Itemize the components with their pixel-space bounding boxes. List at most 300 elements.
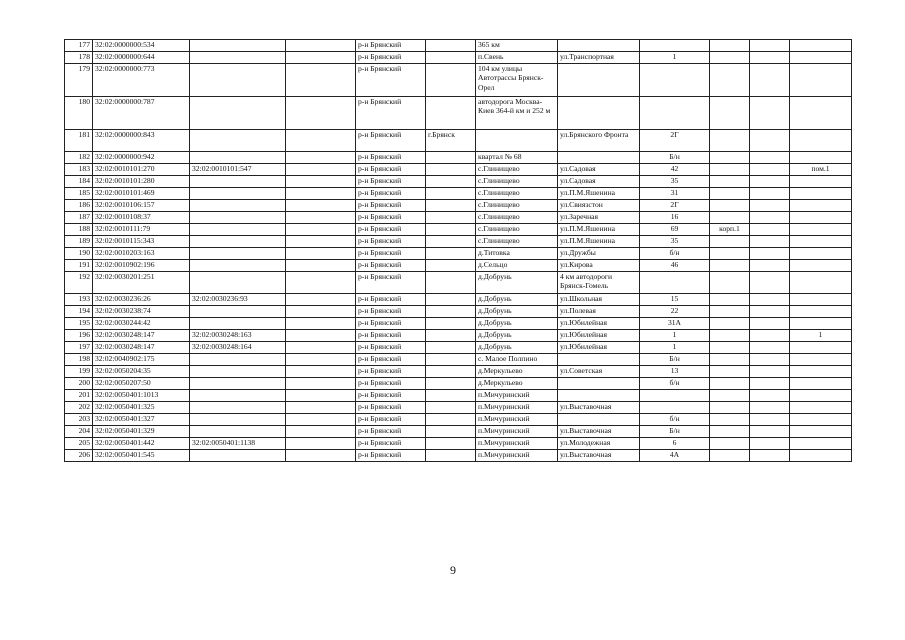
table-row bbox=[65, 224, 852, 236]
street: ул.Юбилейная bbox=[558, 342, 640, 354]
city bbox=[426, 176, 476, 188]
row-number: 183 bbox=[65, 164, 93, 176]
district: р-н Брянский bbox=[356, 130, 426, 152]
building bbox=[710, 366, 750, 378]
locality: 365 км bbox=[476, 40, 558, 52]
building bbox=[710, 390, 750, 402]
table-row bbox=[65, 354, 852, 366]
building bbox=[710, 294, 750, 306]
street bbox=[558, 40, 640, 52]
related-cadastral-number bbox=[190, 248, 286, 260]
locality: автодорога Москва-Киев 364-й км и 252 м bbox=[476, 97, 558, 130]
row-number: 190 bbox=[65, 248, 93, 260]
empty-cell bbox=[286, 248, 356, 260]
street: ул.Брянского Фронта bbox=[558, 130, 640, 152]
district: р-н Брянский bbox=[356, 200, 426, 212]
city bbox=[426, 402, 476, 414]
row-number: 189 bbox=[65, 236, 93, 248]
district: р-н Брянский bbox=[356, 318, 426, 330]
cadastral-number: 32:02:0010101:270 bbox=[93, 164, 190, 176]
related-cadastral-number bbox=[190, 378, 286, 390]
table-row bbox=[65, 64, 852, 97]
cadastral-number: 32:02:0050204:35 bbox=[93, 366, 190, 378]
empty-cell bbox=[286, 152, 356, 164]
related-cadastral-number: 32:02:0010101:547 bbox=[190, 164, 286, 176]
cadastral-number: 32:02:0010902:196 bbox=[93, 260, 190, 272]
city bbox=[426, 188, 476, 200]
cadastral-number: 32:02:0050401:545 bbox=[93, 450, 190, 462]
building bbox=[710, 236, 750, 248]
district: р-н Брянский bbox=[356, 176, 426, 188]
locality: д.Сельцо bbox=[476, 260, 558, 272]
house-number: Б/н bbox=[640, 152, 710, 164]
structure bbox=[750, 294, 790, 306]
related-cadastral-number bbox=[190, 212, 286, 224]
district: р-н Брянский bbox=[356, 438, 426, 450]
locality: квартал № 68 bbox=[476, 152, 558, 164]
table-row bbox=[65, 200, 852, 212]
premises bbox=[790, 450, 852, 462]
structure bbox=[750, 306, 790, 318]
house-number: 42 bbox=[640, 164, 710, 176]
related-cadastral-number bbox=[190, 414, 286, 426]
premises bbox=[790, 236, 852, 248]
empty-cell bbox=[286, 188, 356, 200]
city bbox=[426, 354, 476, 366]
building bbox=[710, 152, 750, 164]
premises bbox=[790, 414, 852, 426]
cadastral-number: 32:02:0000000:773 bbox=[93, 64, 190, 97]
structure bbox=[750, 97, 790, 130]
cadastral-number: 32:02:0010108:37 bbox=[93, 212, 190, 224]
locality: с.Глинищево bbox=[476, 176, 558, 188]
row-number: 193 bbox=[65, 294, 93, 306]
table-row bbox=[65, 236, 852, 248]
city bbox=[426, 414, 476, 426]
building bbox=[710, 188, 750, 200]
street: ул.П.М.Яшенина bbox=[558, 224, 640, 236]
cadastral-number: 32:02:0050401:329 bbox=[93, 426, 190, 438]
city bbox=[426, 152, 476, 164]
building bbox=[710, 176, 750, 188]
related-cadastral-number bbox=[190, 390, 286, 402]
district: р-н Брянский bbox=[356, 366, 426, 378]
street: ул.Кирова bbox=[558, 260, 640, 272]
empty-cell bbox=[286, 366, 356, 378]
street bbox=[558, 97, 640, 130]
row-number: 206 bbox=[65, 450, 93, 462]
premises bbox=[790, 248, 852, 260]
locality: д.Меркульево bbox=[476, 366, 558, 378]
building bbox=[710, 248, 750, 260]
table-row bbox=[65, 318, 852, 330]
city bbox=[426, 248, 476, 260]
house-number bbox=[640, 390, 710, 402]
locality: с.Глинищево bbox=[476, 188, 558, 200]
district: р-н Брянский bbox=[356, 236, 426, 248]
building bbox=[710, 212, 750, 224]
building bbox=[710, 330, 750, 342]
related-cadastral-number bbox=[190, 40, 286, 52]
premises bbox=[790, 40, 852, 52]
building bbox=[710, 450, 750, 462]
row-number: 198 bbox=[65, 354, 93, 366]
table-row bbox=[65, 212, 852, 224]
street: ул.Дружбы bbox=[558, 248, 640, 260]
premises bbox=[790, 188, 852, 200]
row-number: 192 bbox=[65, 272, 93, 294]
row-number: 205 bbox=[65, 438, 93, 450]
structure bbox=[750, 318, 790, 330]
street: ул.Выставочная bbox=[558, 450, 640, 462]
empty-cell bbox=[286, 40, 356, 52]
structure bbox=[750, 354, 790, 366]
related-cadastral-number: 32:02:0030248:164 bbox=[190, 342, 286, 354]
row-number: 188 bbox=[65, 224, 93, 236]
district: р-н Брянский bbox=[356, 450, 426, 462]
premises bbox=[790, 426, 852, 438]
house-number: 2Г bbox=[640, 130, 710, 152]
locality: с.Глинищево bbox=[476, 164, 558, 176]
cadastral-number: 32:02:0050401:325 bbox=[93, 402, 190, 414]
cadastral-number: 32:02:0050401:442 bbox=[93, 438, 190, 450]
related-cadastral-number bbox=[190, 224, 286, 236]
house-number: 31 bbox=[640, 188, 710, 200]
table-row bbox=[65, 188, 852, 200]
empty-cell bbox=[286, 97, 356, 130]
city bbox=[426, 64, 476, 97]
building bbox=[710, 40, 750, 52]
related-cadastral-number: 32:02:0030236:93 bbox=[190, 294, 286, 306]
premises bbox=[790, 97, 852, 130]
house-number bbox=[640, 40, 710, 52]
structure bbox=[750, 248, 790, 260]
row-number: 180 bbox=[65, 97, 93, 130]
house-number: б/н bbox=[640, 248, 710, 260]
empty-cell bbox=[286, 164, 356, 176]
house-number: 16 bbox=[640, 212, 710, 224]
city bbox=[426, 306, 476, 318]
row-number: 187 bbox=[65, 212, 93, 224]
locality: с.Глинищево bbox=[476, 236, 558, 248]
row-number: 185 bbox=[65, 188, 93, 200]
related-cadastral-number bbox=[190, 402, 286, 414]
city bbox=[426, 378, 476, 390]
table-row bbox=[65, 342, 852, 354]
premises bbox=[790, 390, 852, 402]
row-number: 177 bbox=[65, 40, 93, 52]
structure bbox=[750, 212, 790, 224]
street bbox=[558, 64, 640, 97]
premises bbox=[790, 378, 852, 390]
structure bbox=[750, 200, 790, 212]
structure bbox=[750, 224, 790, 236]
house-number: 6 bbox=[640, 438, 710, 450]
related-cadastral-number bbox=[190, 318, 286, 330]
premises bbox=[790, 212, 852, 224]
related-cadastral-number bbox=[190, 450, 286, 462]
street: ул.Транспортная bbox=[558, 52, 640, 64]
empty-cell bbox=[286, 236, 356, 248]
cadastral-number: 32:02:0030244:42 bbox=[93, 318, 190, 330]
district: р-н Брянский bbox=[356, 224, 426, 236]
row-number: 195 bbox=[65, 318, 93, 330]
district: р-н Брянский bbox=[356, 306, 426, 318]
row-number: 191 bbox=[65, 260, 93, 272]
empty-cell bbox=[286, 52, 356, 64]
city bbox=[426, 272, 476, 294]
cadastral-number: 32:02:0030248:147 bbox=[93, 342, 190, 354]
premises bbox=[790, 342, 852, 354]
house-number bbox=[640, 97, 710, 130]
city bbox=[426, 52, 476, 64]
cadastral-number: 32:02:0000000:534 bbox=[93, 40, 190, 52]
row-number: 204 bbox=[65, 426, 93, 438]
district: р-н Брянский bbox=[356, 426, 426, 438]
cadastral-number: 32:02:0000000:787 bbox=[93, 97, 190, 130]
table-row bbox=[65, 450, 852, 462]
empty-cell bbox=[286, 130, 356, 152]
building bbox=[710, 272, 750, 294]
premises bbox=[790, 224, 852, 236]
district: р-н Брянский bbox=[356, 402, 426, 414]
structure bbox=[750, 130, 790, 152]
table-row bbox=[65, 176, 852, 188]
structure bbox=[750, 164, 790, 176]
district: р-н Брянский bbox=[356, 294, 426, 306]
related-cadastral-number bbox=[190, 130, 286, 152]
related-cadastral-number bbox=[190, 366, 286, 378]
cadastral-number: 32:02:0000000:843 bbox=[93, 130, 190, 152]
building bbox=[710, 414, 750, 426]
cadastral-number: 32:02:0030201:251 bbox=[93, 272, 190, 294]
structure bbox=[750, 438, 790, 450]
house-number: 22 bbox=[640, 306, 710, 318]
district: р-н Брянский bbox=[356, 64, 426, 97]
locality: п.Мичуринский bbox=[476, 414, 558, 426]
empty-cell bbox=[286, 294, 356, 306]
structure bbox=[750, 366, 790, 378]
related-cadastral-number bbox=[190, 200, 286, 212]
street: 4 км автодороги Брянск-Гомель bbox=[558, 272, 640, 294]
related-cadastral-number bbox=[190, 426, 286, 438]
locality: п.Свень bbox=[476, 52, 558, 64]
premises bbox=[790, 306, 852, 318]
related-cadastral-number bbox=[190, 236, 286, 248]
row-number: 186 bbox=[65, 200, 93, 212]
table-row bbox=[65, 52, 852, 64]
structure bbox=[750, 52, 790, 64]
registry-table bbox=[64, 39, 852, 462]
street: ул.П.М.Яшенина bbox=[558, 188, 640, 200]
district: р-н Брянский bbox=[356, 40, 426, 52]
structure bbox=[750, 330, 790, 342]
related-cadastral-number bbox=[190, 64, 286, 97]
empty-cell bbox=[286, 354, 356, 366]
related-cadastral-number: 32:02:0050401:1138 bbox=[190, 438, 286, 450]
structure bbox=[750, 402, 790, 414]
table-row bbox=[65, 306, 852, 318]
city: г.Брянск bbox=[426, 130, 476, 152]
building bbox=[710, 52, 750, 64]
city bbox=[426, 200, 476, 212]
empty-cell bbox=[286, 342, 356, 354]
city bbox=[426, 330, 476, 342]
row-number: 184 bbox=[65, 176, 93, 188]
district: р-н Брянский bbox=[356, 188, 426, 200]
cadastral-number: 32:02:0010106:157 bbox=[93, 200, 190, 212]
street: ул.Выставочная bbox=[558, 426, 640, 438]
empty-cell bbox=[286, 390, 356, 402]
row-number: 201 bbox=[65, 390, 93, 402]
structure bbox=[750, 152, 790, 164]
empty-cell bbox=[286, 260, 356, 272]
page-number: 9 bbox=[450, 563, 456, 577]
house-number: Б/н bbox=[640, 426, 710, 438]
premises: 1 bbox=[790, 330, 852, 342]
structure bbox=[750, 450, 790, 462]
empty-cell bbox=[286, 306, 356, 318]
city bbox=[426, 212, 476, 224]
city bbox=[426, 224, 476, 236]
table-row bbox=[65, 97, 852, 130]
locality: д.Добрунь bbox=[476, 294, 558, 306]
locality: д.Добрунь bbox=[476, 342, 558, 354]
structure bbox=[750, 260, 790, 272]
row-number: 196 bbox=[65, 330, 93, 342]
locality: д.Добрунь bbox=[476, 318, 558, 330]
structure bbox=[750, 236, 790, 248]
locality: д.Добрунь bbox=[476, 272, 558, 294]
city bbox=[426, 366, 476, 378]
table-row bbox=[65, 248, 852, 260]
district: р-н Брянский bbox=[356, 212, 426, 224]
premises bbox=[790, 260, 852, 272]
related-cadastral-number bbox=[190, 272, 286, 294]
district: р-н Брянский bbox=[356, 164, 426, 176]
district: р-н Брянский bbox=[356, 248, 426, 260]
locality: д.Меркульево bbox=[476, 378, 558, 390]
premises bbox=[790, 366, 852, 378]
district: р-н Брянский bbox=[356, 378, 426, 390]
structure bbox=[750, 272, 790, 294]
house-number: 13 bbox=[640, 366, 710, 378]
street: ул.Молодежная bbox=[558, 438, 640, 450]
related-cadastral-number bbox=[190, 152, 286, 164]
house-number: 1 bbox=[640, 330, 710, 342]
street: ул.Полевая bbox=[558, 306, 640, 318]
street bbox=[558, 414, 640, 426]
table-row bbox=[65, 272, 852, 294]
structure bbox=[750, 378, 790, 390]
premises bbox=[790, 438, 852, 450]
registry-table-body bbox=[65, 40, 852, 462]
related-cadastral-number bbox=[190, 306, 286, 318]
city bbox=[426, 438, 476, 450]
house-number: 31А bbox=[640, 318, 710, 330]
row-number: 199 bbox=[65, 366, 93, 378]
locality bbox=[476, 130, 558, 152]
table-row bbox=[65, 164, 852, 176]
cadastral-number: 32:02:0000000:644 bbox=[93, 52, 190, 64]
row-number: 197 bbox=[65, 342, 93, 354]
house-number: 69 bbox=[640, 224, 710, 236]
city bbox=[426, 294, 476, 306]
premises bbox=[790, 272, 852, 294]
premises bbox=[790, 176, 852, 188]
cadastral-number: 32:02:0050401:1013 bbox=[93, 390, 190, 402]
empty-cell bbox=[286, 414, 356, 426]
district: р-н Брянский bbox=[356, 97, 426, 130]
building bbox=[710, 200, 750, 212]
premises bbox=[790, 52, 852, 64]
house-number bbox=[640, 402, 710, 414]
table-row bbox=[65, 152, 852, 164]
premises bbox=[790, 402, 852, 414]
structure bbox=[750, 426, 790, 438]
street: ул.Юбилейная bbox=[558, 318, 640, 330]
premises bbox=[790, 130, 852, 152]
table-row bbox=[65, 390, 852, 402]
row-number: 179 bbox=[65, 64, 93, 97]
structure bbox=[750, 414, 790, 426]
house-number: 15 bbox=[640, 294, 710, 306]
cadastral-number: 32:02:0000000:942 bbox=[93, 152, 190, 164]
house-number bbox=[640, 64, 710, 97]
district: р-н Брянский bbox=[356, 414, 426, 426]
house-number: 46 bbox=[640, 260, 710, 272]
street bbox=[558, 390, 640, 402]
building bbox=[710, 164, 750, 176]
locality: п.Мичуринский bbox=[476, 438, 558, 450]
district: р-н Брянский bbox=[356, 330, 426, 342]
locality: п.Мичуринский bbox=[476, 426, 558, 438]
locality: д.Добрунь bbox=[476, 330, 558, 342]
city bbox=[426, 260, 476, 272]
cadastral-number: 32:02:0010111:79 bbox=[93, 224, 190, 236]
cadastral-number: 32:02:0010101:280 bbox=[93, 176, 190, 188]
city bbox=[426, 426, 476, 438]
empty-cell bbox=[286, 402, 356, 414]
cadastral-number: 32:02:0030236:26 bbox=[93, 294, 190, 306]
street: ул.Советская bbox=[558, 366, 640, 378]
district: р-н Брянский bbox=[356, 390, 426, 402]
city bbox=[426, 40, 476, 52]
empty-cell bbox=[286, 64, 356, 97]
locality: д.Добрунь bbox=[476, 306, 558, 318]
empty-cell bbox=[286, 330, 356, 342]
empty-cell bbox=[286, 378, 356, 390]
building bbox=[710, 438, 750, 450]
premises bbox=[790, 152, 852, 164]
locality: 104 км улицы Автотрассы Брянск-Орел bbox=[476, 64, 558, 97]
building bbox=[710, 260, 750, 272]
premises: пом.1 bbox=[790, 164, 852, 176]
empty-cell bbox=[286, 176, 356, 188]
building bbox=[710, 354, 750, 366]
house-number bbox=[640, 272, 710, 294]
row-number: 181 bbox=[65, 130, 93, 152]
district: р-н Брянский bbox=[356, 260, 426, 272]
empty-cell bbox=[286, 200, 356, 212]
related-cadastral-number bbox=[190, 52, 286, 64]
building: корп.1 bbox=[710, 224, 750, 236]
street: ул.Свиязстон bbox=[558, 200, 640, 212]
locality: с.Глинищево bbox=[476, 224, 558, 236]
building bbox=[710, 342, 750, 354]
house-number: 35 bbox=[640, 176, 710, 188]
row-number: 203 bbox=[65, 414, 93, 426]
